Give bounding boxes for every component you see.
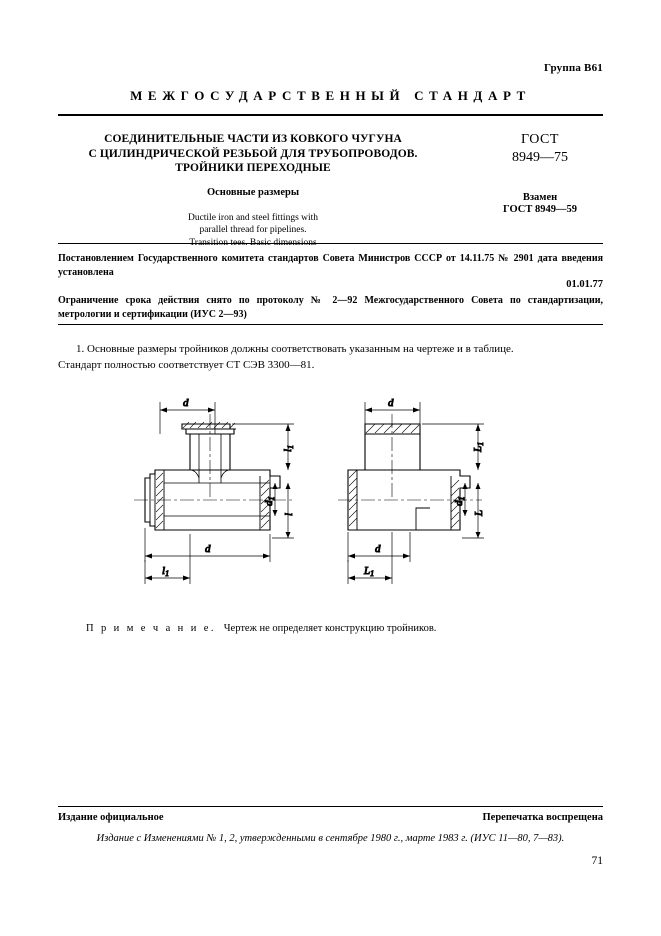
tee-fittings-diagram (120, 388, 540, 618)
title-en-line-1: Ductile iron and steel fittings with (187, 212, 319, 223)
page-number: 71 (591, 855, 603, 867)
label-L1-bottom-right: L1 (364, 565, 375, 578)
note-label: П р и м е ч а н и е. (86, 623, 216, 634)
title-line-3: ТРОЙНИКИ ПЕРЕХОДНЫЕ (175, 162, 331, 174)
label-d-top-right: d (388, 397, 394, 409)
title-subtitle: Основные размеры (206, 186, 300, 198)
clause-1-line-2: Стандарт полностью соответствует СТ СЭВ 3300—81. (58, 359, 315, 371)
gost-number: 8949—75 (512, 150, 568, 165)
footer-divider (58, 806, 603, 807)
technical-drawing (120, 388, 540, 618)
label-d-bottom-right: d (375, 543, 381, 555)
limit-note: Ограничение срока действия снято по протоколу № 2—92 Межгосударственного Совета по стандартизации, метрологии и сертификации (ИУС 2—93) (58, 295, 603, 320)
footer-edition-note: Издание с Изменениями № 1, 2, утвержденными в сентябре 1980 г., марте 1983 г. (ИУС 11—80, 7—83). (96, 833, 565, 844)
date-of-introduction: 01.01.77 (566, 279, 603, 290)
footer-right-text: Перепечатка воспрещена (482, 812, 603, 823)
vzamen-value: ГОСТ 8949—59 (503, 204, 577, 215)
header-divider (58, 114, 603, 116)
title-line-1: СОЕДИНИТЕЛЬНЫЕ ЧАСТИ ИЗ КОВКОГО ЧУГУНА (104, 133, 402, 145)
gost-label: ГОСТ (521, 132, 559, 147)
label-d-top-left: d (183, 397, 189, 409)
footer-left-text: Издание официальное (58, 812, 164, 823)
label-d1-right: d1 (453, 496, 466, 506)
label-l-left: l (283, 512, 295, 516)
decree-divider-top (58, 243, 603, 244)
vzamen-label: Взамен (522, 192, 558, 203)
decree-text: Постановлением Государственного комитета стандартов Совета Министров СССР от 14.11.75 № 2901 дата введения установлена (58, 253, 603, 278)
label-L1-right: L1 (472, 441, 485, 452)
title-block (58, 132, 448, 249)
label-d1-left: d1 (263, 496, 276, 506)
drawing-note (86, 623, 436, 634)
group-code: Группа В61 (543, 62, 603, 74)
decree-divider-bottom (58, 324, 603, 325)
label-L-right: L (473, 509, 485, 516)
note-text: Чертеж не определяет конструкцию тройников. (223, 623, 437, 634)
label-d-bottom-left: d (205, 543, 211, 555)
clause-1-block (58, 341, 603, 373)
standard-header: МЕЖГОСУДАРСТВЕННЫЙ СТАНДАРТ (130, 88, 531, 103)
title-line-2: С ЦИЛИНДРИЧЕСКОЙ РЕЗЬБОЙ ДЛЯ ТРУБОПРОВОДОВ. (88, 147, 418, 160)
label-l1-left: l1 (282, 444, 295, 452)
label-l1-bottom-left: l1 (162, 565, 170, 578)
clause-1-line-1: 1. Основные размеры тройников должны соответствовать указанным на чертеже и в таблице. (76, 343, 514, 355)
title-en-line-2: parallel thread for pipelines. (199, 225, 307, 235)
gost-block (470, 132, 610, 215)
